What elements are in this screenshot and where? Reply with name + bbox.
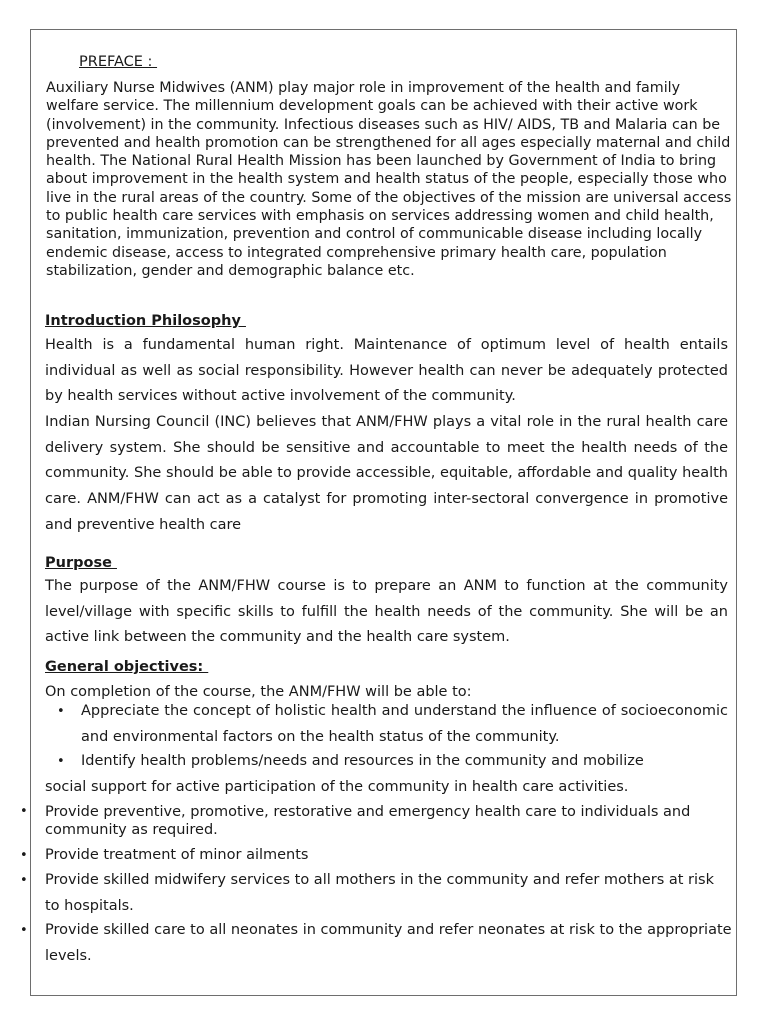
objective-text: Provide treatment of minor ailments xyxy=(45,847,309,863)
purpose-paragraph: The purpose of the ANM/FHW course is to prepare an ANM to function at the community level/village with specific skills to fulfill the health needs of the community. She will be an active link between the community and the health care system. xyxy=(45,578,728,646)
objective-text-continuation: social support for active participation of the community in health care activities. xyxy=(45,779,629,795)
bullet-icon: • xyxy=(20,923,28,938)
objective-item xyxy=(20,868,732,919)
objective-item xyxy=(57,749,728,775)
bullet-icon: • xyxy=(20,848,28,863)
preface-paragraph: Auxiliary Nurse Midwives (ANM) play major role in improvement of the health and family welfare service. The millennium development goals can be achieved with their active work (involvement) in the community. Infectious diseases such as HIV/ AIDS, TB and Malaria can be prevented and health promotion can be strengthened for all ages especially maternal and child health. The National Rural Health Mission has been launched by Government of India to bring about improvement in the health system and health status of the people, especially those who live in the rural areas of the country. Some of the objectives of the mission are universal access to public health care services with emphasis on services addressing women and child health, sanitation, immunization, prevention and control of communicable disease including locally endemic disease, access to integrated comprehensive primary health care, population stabilization, gender and demographic balance etc. xyxy=(46,80,732,279)
objective-text: Identify health problems/needs and resources in the community and mobilize xyxy=(81,753,644,769)
objective-item xyxy=(20,918,732,969)
objectives-heading: General objectives: xyxy=(45,659,209,675)
objective-item xyxy=(20,843,732,869)
purpose-heading: Purpose xyxy=(45,555,117,571)
bullet-icon: • xyxy=(20,804,28,819)
objective-text: Provide preventive, promotive, restorative and emergency health care to individuals and community as required. xyxy=(45,804,691,838)
introduction-paragraph-2: Indian Nursing Council (INC) believes that ANM/FHW plays a vital role in the rural health care delivery system. She should be sensitive and accountable to meet the health needs of the community. She should be able to provide accessible, equitable, affordable and quality health care. ANM/FHW can act as a catalyst for promoting inter-sectoral convergence in promotive and preventive health care xyxy=(45,414,728,533)
introduction-paragraph-1: Health is a fundamental human right. Maintenance of optimum level of health entails individual as well as social responsibility. However health can never be adequately protected by health services without active involvement of the community. xyxy=(45,337,728,405)
bullet-icon: • xyxy=(57,704,65,719)
introduction-heading: Introduction Philosophy xyxy=(45,313,246,329)
bullet-icon: • xyxy=(20,873,28,888)
objective-text: Provide skilled midwifery services to all mothers in the community and refer mothers at risk to hospitals. xyxy=(45,872,714,914)
objective-item xyxy=(57,699,728,750)
objective-item xyxy=(20,803,732,839)
objective-text: Appreciate the concept of holistic health and understand the influence of socioeconomic and environmental factors on the health status of the community. xyxy=(81,703,728,745)
objectives-intro: On completion of the course, the ANM/FHW will be able to: xyxy=(45,684,472,700)
bullet-icon: • xyxy=(57,754,65,769)
preface-heading: PREFACE : xyxy=(79,54,158,70)
objective-text: Provide skilled care to all neonates in community and refer neonates at risk to the appropriate levels. xyxy=(45,922,732,964)
